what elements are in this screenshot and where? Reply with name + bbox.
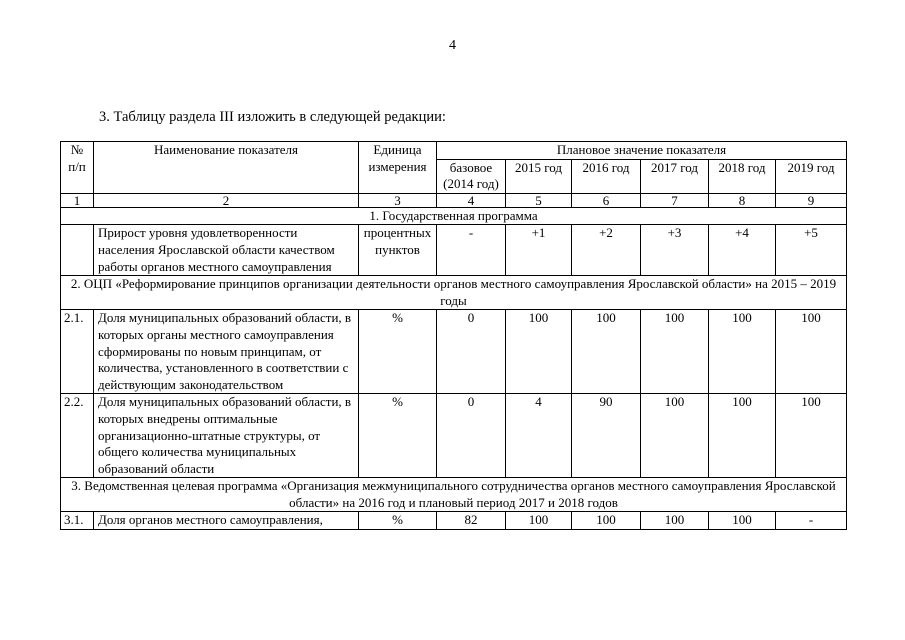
col-number: 5 bbox=[506, 193, 572, 207]
row-value: 100 bbox=[572, 512, 641, 530]
row-name: Прирост уровня удовлетворенности населения Ярославской области качеством работы органов местного самоуправления bbox=[94, 225, 359, 276]
table-row bbox=[61, 394, 847, 478]
intro-text: 3. Таблицу раздела III изложить в следующей редакции: bbox=[99, 109, 446, 125]
row-value: 100 bbox=[641, 512, 709, 530]
table-header-row bbox=[61, 142, 847, 160]
row-num: 2.2. bbox=[61, 394, 94, 478]
col-number: 3 bbox=[359, 193, 437, 207]
column-number-row bbox=[61, 193, 847, 207]
col-number: 8 bbox=[709, 193, 776, 207]
row-value: +5 bbox=[776, 225, 847, 276]
indicators-table bbox=[60, 141, 847, 530]
row-name: Доля муниципальных образований области, в которых органы местного самоуправления сформированы по новым принципам, от количества, установленного в соответствии с действующим законодательством bbox=[94, 310, 359, 394]
row-value: 100 bbox=[709, 310, 776, 394]
row-value: +1 bbox=[506, 225, 572, 276]
header-base: базовое (2014 год) bbox=[437, 159, 506, 193]
header-year-2015: 2015 год bbox=[506, 159, 572, 193]
header-unit: Единица измерения bbox=[359, 142, 437, 194]
col-number: 9 bbox=[776, 193, 847, 207]
row-value: 0 bbox=[437, 394, 506, 478]
page-number: 4 bbox=[449, 38, 456, 53]
row-value: 100 bbox=[641, 310, 709, 394]
col-number: 6 bbox=[572, 193, 641, 207]
header-year-2017: 2017 год bbox=[641, 159, 709, 193]
row-value: 82 bbox=[437, 512, 506, 530]
row-value: +3 bbox=[641, 225, 709, 276]
table-row bbox=[61, 310, 847, 394]
row-unit: % bbox=[359, 512, 437, 530]
row-value: +2 bbox=[572, 225, 641, 276]
row-value: 100 bbox=[572, 310, 641, 394]
col-number: 2 bbox=[94, 193, 359, 207]
table-row bbox=[61, 512, 847, 530]
row-value: 4 bbox=[506, 394, 572, 478]
row-value: 100 bbox=[776, 310, 847, 394]
row-value: - bbox=[437, 225, 506, 276]
row-value: 90 bbox=[572, 394, 641, 478]
row-value: - bbox=[776, 512, 847, 530]
row-value: 100 bbox=[641, 394, 709, 478]
header-num: № п/п bbox=[61, 142, 94, 194]
col-number: 1 bbox=[61, 193, 94, 207]
section-title: 2. ОЦП «Реформирование принципов организации деятельности органов местного самоуправления Ярославской области» на 2015 – 2019 годы bbox=[61, 276, 847, 310]
row-unit: % bbox=[359, 394, 437, 478]
section-row bbox=[61, 207, 847, 225]
col-number: 7 bbox=[641, 193, 709, 207]
header-plan: Плановое значение показателя bbox=[437, 142, 847, 160]
header-year-2018: 2018 год bbox=[709, 159, 776, 193]
row-value: 100 bbox=[506, 512, 572, 530]
row-value: 100 bbox=[709, 394, 776, 478]
table-row bbox=[61, 225, 847, 276]
row-value: 100 bbox=[709, 512, 776, 530]
row-unit: % bbox=[359, 310, 437, 394]
section-title: 1. Государственная программа bbox=[61, 207, 847, 225]
header-year-2019: 2019 год bbox=[776, 159, 847, 193]
col-number: 4 bbox=[437, 193, 506, 207]
row-name: Доля органов местного самоуправления, bbox=[94, 512, 359, 530]
header-year-2016: 2016 год bbox=[572, 159, 641, 193]
section-title: 3. Ведомственная целевая программа «Организация межмуниципального сотрудничества органов местного самоуправления Ярославской области» на 2016 год и плановый период 2017 и 2018 годов bbox=[61, 478, 847, 512]
section-row bbox=[61, 478, 847, 512]
row-num: 2.1. bbox=[61, 310, 94, 394]
row-value: +4 bbox=[709, 225, 776, 276]
row-num bbox=[61, 225, 94, 276]
row-num: 3.1. bbox=[61, 512, 94, 530]
section-row bbox=[61, 276, 847, 310]
row-value: 100 bbox=[506, 310, 572, 394]
row-value: 0 bbox=[437, 310, 506, 394]
row-unit: процентных пунктов bbox=[359, 225, 437, 276]
row-name: Доля муниципальных образований области, в которых внедрены оптимальные организационно-штатные структуры, от общего количества муниципальных образований области bbox=[94, 394, 359, 478]
header-name: Наименование показателя bbox=[94, 142, 359, 194]
row-value: 100 bbox=[776, 394, 847, 478]
